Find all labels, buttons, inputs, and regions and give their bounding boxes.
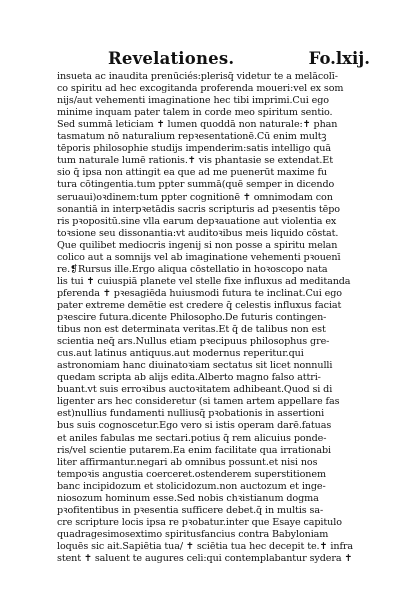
text-line: liter affirmantur.negari ab omnibus possunt.et nisi nos bbox=[57, 456, 318, 468]
text-line: colico aut a somnijs vel ab imaginatione vehementi pꝛouenī bbox=[57, 251, 341, 263]
text-line: cus.aut latinus antiquus.aut modernus reperitur.qui bbox=[57, 348, 304, 360]
text-line: scientia neq̄ ars.Nullus etiam pꝛecipuus philosophus gre- bbox=[57, 336, 330, 348]
text-line: Sed summā leticiam ✝ lumen quoddā non naturale:✝ phan bbox=[57, 119, 338, 131]
text-line: niosozum hominum esse.Sed nobis chꝛistianum dogma bbox=[57, 492, 319, 504]
text-line: minime inquam pater talem in corde meo spiritum sentio. bbox=[57, 107, 333, 119]
text-line: co spiritu ad hec excogitanda proferenda moueri:vel ex som bbox=[57, 83, 344, 95]
text-line: nijs/aut vehementi imaginatione hec tibi imprimi.Cui ego bbox=[57, 95, 329, 107]
text-line: seruaui)oꝛdinem:tum ppter cognitionē ✝ omnimodam con bbox=[57, 191, 333, 203]
text-line: cre scripture locis ipsa re pꝛobatur.inter que Esaye capitulo bbox=[57, 516, 342, 528]
text-line: tempoꝛis angustia coerceret.ostenderem superstitionem bbox=[57, 468, 326, 480]
text-line: lis tui ✝ cuiuspiā planete vel stelle fixe influxus ad meditanda bbox=[57, 275, 351, 287]
text-line: pferenda ✝ pꝛesagiēda huiusmodi futura te inclinat.Cui ego bbox=[57, 287, 342, 299]
text-line: quedam scripta ab alijs edita.Alberto magno falso attri- bbox=[57, 372, 321, 384]
folio-number: Fo.lxij. bbox=[308, 49, 370, 68]
text-line: bus suis cognoscetur.Ego vero si istis operam darē.fatuas bbox=[57, 420, 332, 432]
text-line: banc incipidozum et stolicidozum.non auctozum et inge- bbox=[57, 480, 326, 492]
text-line: astronomiam hanc diuinatoꝛiam sectatus sit licet nonnulli bbox=[57, 360, 333, 372]
text-line: Que quilibet mediocris ingenij si non posse a spiritu melan bbox=[57, 239, 338, 251]
text-line: toꝛsione seu dissonantia:vt auditoꝛibus meis liquido cōstat. bbox=[57, 227, 339, 239]
text-line: pꝛofitentibus in pꝛesentia sufficere debet.q̄ in multis sa- bbox=[57, 504, 324, 516]
text-line: insueta ac inaudita prenūciés:plerisq̄ videtur te a melācolī- bbox=[57, 71, 338, 82]
text-line: tasmatum nō naturalium repꝛesentationē.Cū enim multꝫ bbox=[57, 131, 327, 143]
text-line: sio q̄ ipsa non attingit ea que ad me puenerūt maxime fu bbox=[57, 167, 327, 179]
text-line: stent ✝ saluent te augures celi:qui contemplabantur sydera ✝ bbox=[57, 553, 353, 564]
text-line: pater extreme demētie est credere q̄ celestis influxus faciat bbox=[57, 299, 342, 311]
text-line: re.❡Rursus ille.Ergo aliqua cōstellatio in hoꝛoscopo nata bbox=[57, 263, 328, 275]
text-line: sonantiā in interpꝛetādis sacris scripturis ad pꝛesentis tēpo bbox=[57, 203, 340, 215]
text-line: loquēs sic ait.Sapiētia tua/ ✝ sciētia tua hec decepit te.✝ infra bbox=[57, 540, 353, 552]
text-line: pꝛescire futura.dicente Philosopho.De futuris contingen- bbox=[57, 312, 327, 323]
text-line: ris pꝛopositū.sine vlla earum depꝛauatione aut violentia ex bbox=[57, 215, 337, 227]
page-header bbox=[108, 49, 370, 69]
text-line: ligenter ars hec consideretur (si tamen artem appellare fas bbox=[57, 396, 340, 408]
text-line: est)nullius fundamenti nulliusq̄ pꝛobationis in assertioni bbox=[57, 408, 325, 420]
text-line: quadragesimosextimo spiritusfancius contra Babyloniam bbox=[57, 528, 329, 540]
text-line: tibus non est determinata veritas.Et q̄ de talibus non est bbox=[57, 324, 326, 336]
text-line: et aniles fabulas me sectari.potius q̄ rem alicuius ponde- bbox=[57, 432, 327, 444]
text-line: tēporis philosophie studijs impenderim:satis intelligo quā bbox=[57, 143, 331, 155]
text-line: buant.vt suis erroꝛibus auctoꝛitatem adhibeant.Quod si di bbox=[57, 384, 333, 396]
text-line: tura cōtingentia.tum ppter summā(quē semper in dicendo bbox=[57, 179, 335, 191]
text-block bbox=[57, 70, 371, 564]
text-line: tum naturale lumē rationis.✝ vis phantasie se extendat.Et bbox=[57, 155, 333, 167]
running-head: Revelationes. bbox=[108, 49, 235, 68]
text-line: ris/vel scientie putarem.Ea enim facilitate qua irrationabi bbox=[57, 444, 332, 456]
